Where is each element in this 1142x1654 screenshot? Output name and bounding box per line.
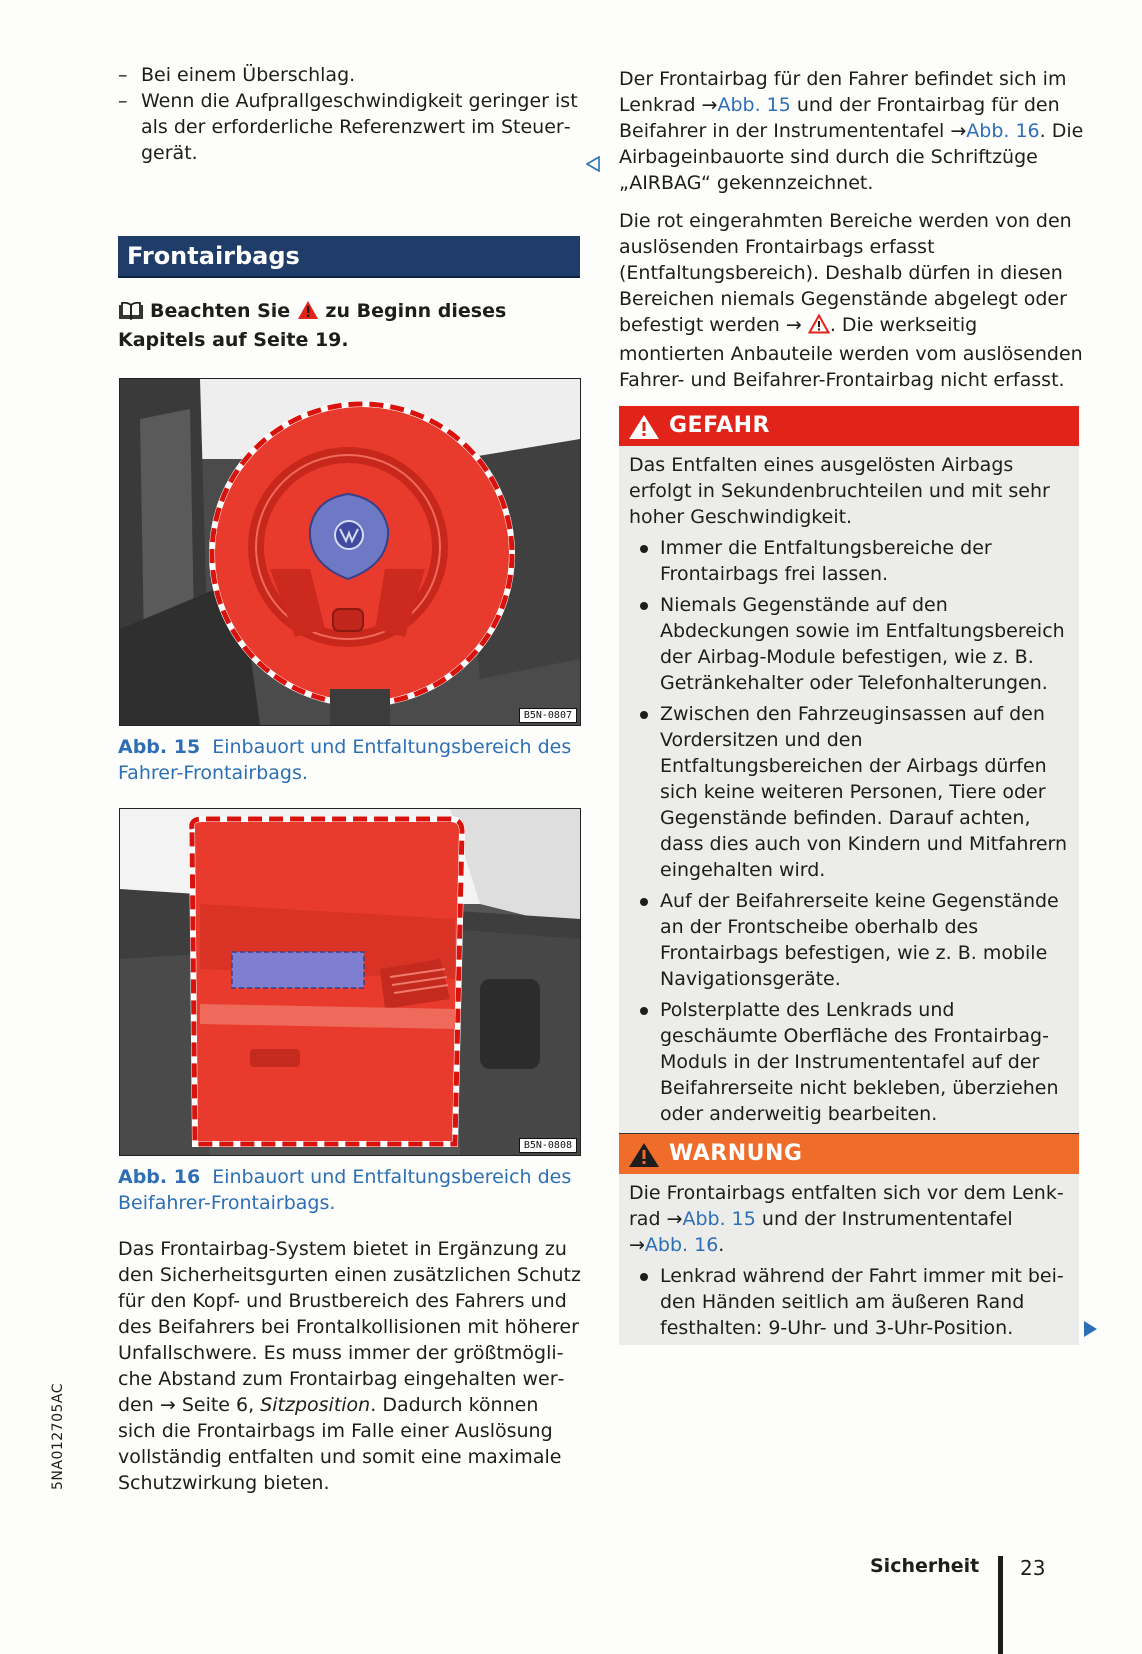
figure-15-caption: Abb. 15 Einbauort und Entfaltungsbereich des Fahrer-Frontairbags. xyxy=(118,736,572,784)
right-paragraph-2: Die rot eingerahmten Bereiche werden von den auslösenden Frontairbags erfasst (Entfaltungsbereich). Deshalb dürfen in diesen Bereichen niemals Gegenstände abgelegt oder befestigt werden → . Die werkseitig montierten Anbauteile werden vom auslösenden Fahrer- und Beifahrer-Frontairbag nicht erfasst. xyxy=(619,210,1083,391)
page-reference[interactable]: Seite 6, xyxy=(181,1394,255,1416)
section-end-icon xyxy=(586,156,600,172)
note: Beachten Sie zu Beginn dieses Kapitels auf Seite 19. xyxy=(118,300,507,351)
section-title: Frontairbags xyxy=(118,236,580,278)
warning-triangle-icon xyxy=(628,414,660,440)
dashboard-illustration xyxy=(120,809,580,1155)
figure-link[interactable]: Abb. 15 xyxy=(682,1208,756,1230)
warning-triangle-icon xyxy=(297,300,319,327)
figure-link[interactable]: Abb. 15 xyxy=(717,94,791,116)
figure-15 xyxy=(119,378,581,726)
figure-16 xyxy=(119,808,581,1156)
figure-link[interactable]: Abb. 16 xyxy=(966,120,1040,142)
left-column xyxy=(118,62,582,166)
page-number: 23 xyxy=(1020,1556,1046,1580)
warning-body xyxy=(619,1174,1079,1345)
warning-box xyxy=(619,1134,1079,1345)
warning-triangle-icon xyxy=(628,1142,660,1168)
danger-body xyxy=(619,446,1079,1134)
footer-divider xyxy=(998,1556,1003,1654)
book-icon xyxy=(118,301,144,327)
figure-code: B5N-0807 xyxy=(519,708,577,723)
warning-intro: Die Frontairbags entfalten sich vor dem Lenkrad →Abb. 15 und der Instrumententafel →Abb. 16. xyxy=(629,1182,1064,1256)
right-paragraph-1: Der Frontairbag für den Fahrer befindet sich im Lenkrad →Abb. 15 und der Frontairbag für den Beifahrer in der Instrumententafel →Abb. 16. Die Airbageinbauorte sind durch die Schriftzüge „AIRBAG“ gekennzeichnet. xyxy=(619,68,1084,194)
list-item: Polsterplatte des Lenkrads und geschäumte Oberfläche des Frontairbag-Moduls in der Instrumententafel auf der Beifahrerseite nicht bekleben, überziehen oder anderweitig bearbeiten. xyxy=(629,997,1069,1127)
body-paragraph: Das Frontairbag-System bietet in Ergänzung zu den Sicherheitsgurten einen zusätzlichen Schutz für den Kopf- und Brustbereich des Fahrers und des Beifahrers bei Frontalkollisionen mit höherer Unfallschwere. Es muss immer der größtmögliche Abstand zum Frontairbag eingehalten werden → Seite 6, Sitzposition. Dadurch können sich die Frontairbags im Falle einer Auslösung vollständig entfalten und somit eine maximale Schutzwirkung bieten. xyxy=(118,1238,581,1494)
doc-code: 5NA012705AC xyxy=(50,1382,66,1490)
list-item: – Bei einem Überschlag. xyxy=(118,62,582,88)
figure-link[interactable]: Abb. 16 xyxy=(644,1234,719,1256)
list-item: Zwischen den Fahrzeuginsassen auf den Vordersitzen und den Entfaltungsbereichen der Airbags dürfen sich keine weiteren Personen, Tiere oder Gegenstände befinden. Darauf achten, dass dies auch von Kindern und Mitfahrern eingehalten wird. xyxy=(629,701,1069,883)
warning-outline-icon[interactable] xyxy=(808,314,830,341)
warning-bullets xyxy=(629,1263,1069,1341)
list-item: Immer die Entfaltungsbereiche der Frontairbags frei lassen. xyxy=(629,535,1069,587)
figure-code: B5N-0808 xyxy=(519,1138,577,1153)
danger-box xyxy=(619,406,1079,1134)
list-item: Niemals Gegenstände auf den Abdeckungen sowie im Entfaltungsbereich der Airbag-Module befestigen, wie z. B. Getränkehalter oder Telefonhalterungen. xyxy=(629,592,1069,696)
danger-intro: Das Entfalten eines ausgelösten Airbags erfolgt in Sekundenbruchteilen und mit sehr hoher Geschwindigkeit. xyxy=(629,454,1050,528)
list-item: – Wenn die Aufprallgeschwindigkeit geringer ist als der erforderliche Referenzwert im Steuergerät. xyxy=(118,88,582,166)
dash-list xyxy=(118,62,582,166)
warning-header: WARNUNG xyxy=(619,1134,1079,1174)
list-item: Auf der Beifahrerseite keine Gegenstände an der Frontscheibe oberhalb des Frontairbags befestigen, wie z. B. mobile Navigationsgeräte. xyxy=(629,888,1069,992)
footer-section-label: Sicherheit xyxy=(870,1555,980,1577)
danger-bullets xyxy=(629,535,1069,1127)
figure-16-caption: Abb. 16 Einbauort und Entfaltungsbereich des Beifahrer-Frontairbags. xyxy=(118,1166,572,1214)
danger-header: GEFAHR xyxy=(619,406,1079,446)
steering-wheel-illustration xyxy=(120,379,580,725)
list-item: Lenkrad während der Fahrt immer mit beiden Händen seitlich am äußeren Rand festhalten: 9-Uhr- und 3-Uhr-Position. xyxy=(629,1263,1069,1341)
continue-arrow-icon xyxy=(1082,1320,1098,1338)
